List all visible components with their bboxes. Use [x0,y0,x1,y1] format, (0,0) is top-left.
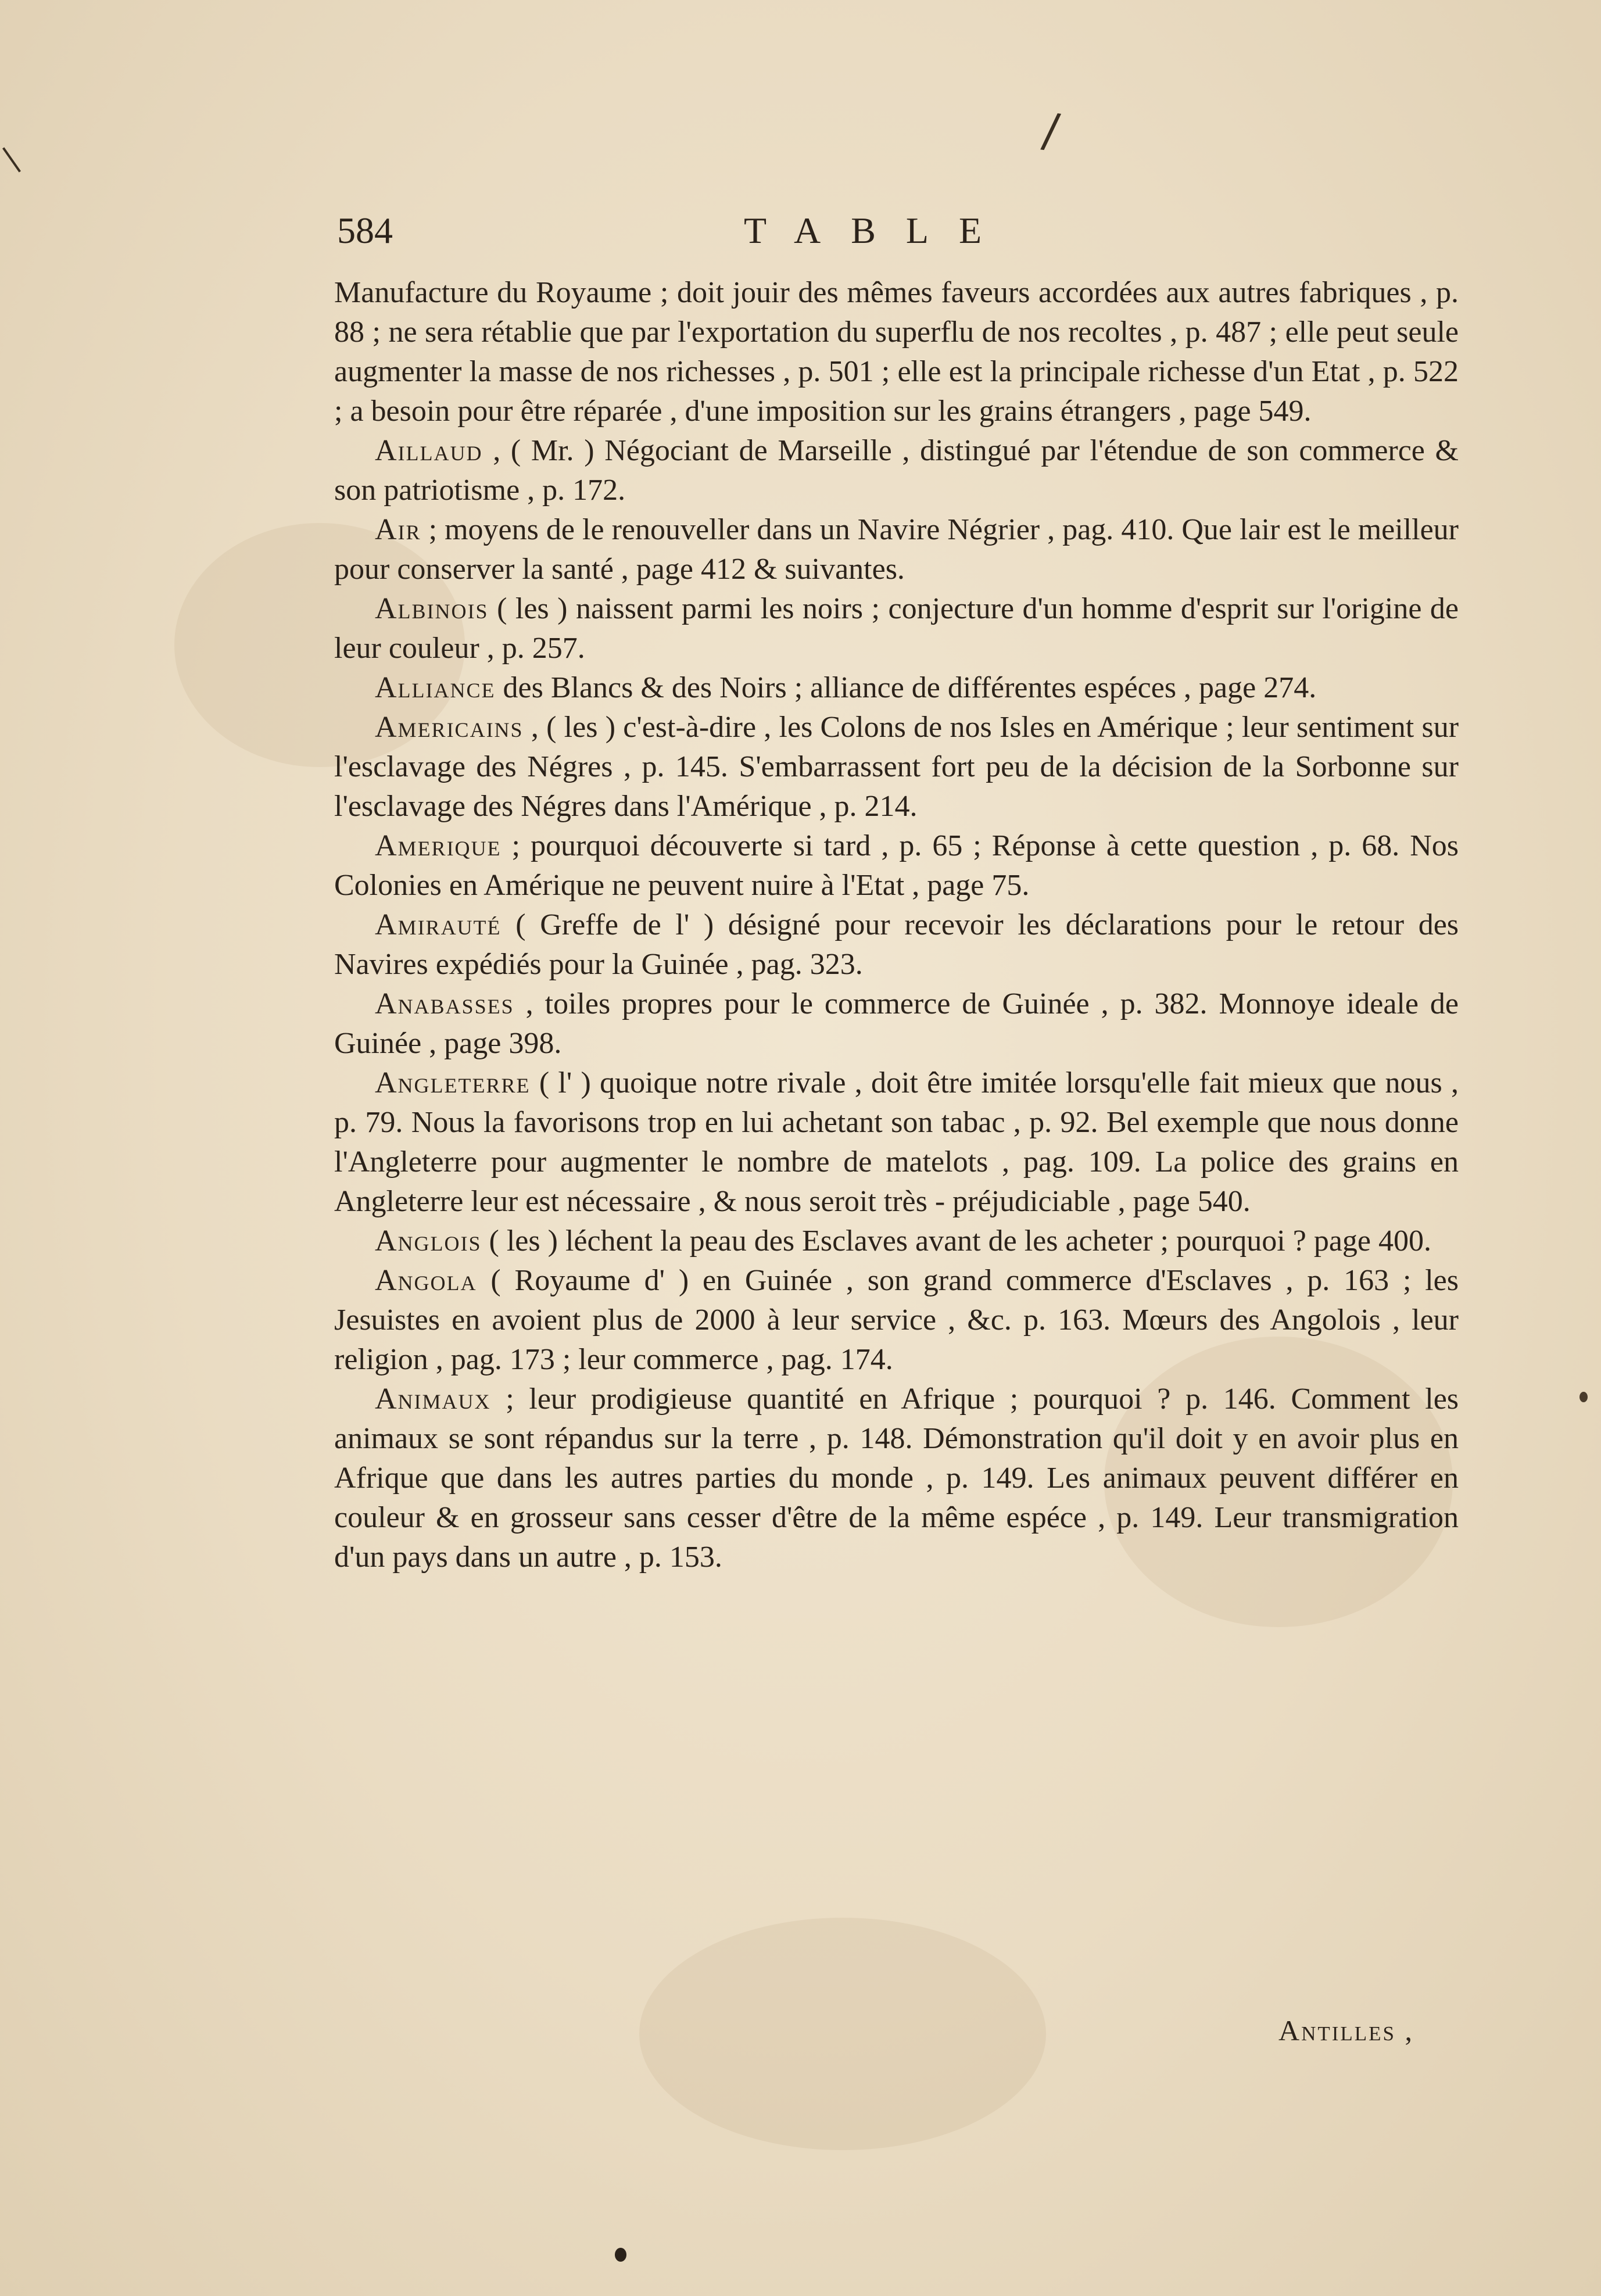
index-entry [334,431,1459,510]
handwritten-slash-mark: / [1039,102,1063,159]
entry-headword: Angleterre [375,1066,531,1099]
page-number: 584 [337,210,393,251]
index-entry [334,1380,1459,1577]
entry-text: ; moyens de le renouveller dans un Navire Négrier , pag. 410. Que lair est le meilleur pour conserver la santé , page 412 & suivantes. [334,513,1459,586]
entry-text: , toiles propres pour le commerce de Guinée , p. 382. Monnoye ideale de Guinée , page 398. [334,987,1459,1060]
entry-headword: Air [375,513,421,546]
index-entry [334,1261,1459,1380]
paper-stain [639,1918,1046,2150]
entry-headword: Alliance [375,671,496,704]
entry-headword: Anglois [375,1224,482,1258]
entry-headword: Animaux [375,1382,491,1416]
index-text-block [334,273,1459,1577]
entry-text: ( Greffe de l' ) désigné pour recevoir les déclarations pour le retour des Navires expédiés pour la Guinée , pag. 323. [334,908,1459,981]
catchword: Antilles , [1278,2014,1414,2047]
index-entry [334,510,1459,589]
entry-text: ( les ) naissent parmi les noirs ; conjecture d'un homme d'esprit sur l'origine de leur couleur , p. 257. [334,592,1459,665]
ink-spot [1579,1392,1588,1402]
index-entry [334,708,1459,826]
entry-headword: Americains [375,711,524,744]
ink-spot [615,2248,626,2262]
index-entry [334,905,1459,984]
index-entry [334,1063,1459,1222]
entry-headword: Amerique [375,829,502,862]
index-entry [334,668,1459,708]
entry-text: ( les ) léchent la peau des Esclaves avant de les acheter ; pourquoi ? page 400. [489,1224,1431,1258]
entry-headword: Aillaud [375,434,483,467]
index-entry [334,1222,1459,1261]
entry-text: des Blancs & des Noirs ; alliance de différentes espéces , page 274. [503,671,1317,704]
entry-headword: Anabasses [375,987,514,1020]
entry-text: , ( les ) c'est-à-dire , les Colons de nos Isles en Amérique ; leur sentiment sur l'esclavage des Négres , p. 145. S'embarrassent fort peu de la décision de la Sorbonne sur l'esclavage des Négres dans l'Amérique , p. 214. [334,711,1459,823]
entry-text: ( l' ) quoique notre rivale , doit être imitée lorsqu'elle fait mieux que nous , p. 79. Nous la favorisons trop en lui achetant son tabac , p. 92. Bel exemple que nous donne l'Angleterre pour augmenter le nombre de matelots , pag. 109. La police des grains en Angleterre leur est nécessaire , & nous seroit très - préjudiciable , page 540. [334,1066,1459,1218]
entry-text: ( Royaume d' ) en Guinée , son grand commerce d'Esclaves , p. 163 ; les Jesuistes en avoient plus de 2000 à leur service , &c. p. 163. Mœurs des Angolois , leur religion , pag. 173 ; leur commerce , pag. 174. [334,1264,1459,1376]
entry-headword: Angola [375,1264,477,1297]
entry-text: Manufacture du Royaume ; doit jouir des mêmes faveurs accordées aux autres fabriques , p. 88 ; ne sera rétablie que par l'exportation du superflu de nos recoltes , p. 487 ; elle peut seule augmenter la masse de nos richesses , p. 501 ; elle est la principale richesse d'un Etat , p. 522 ; a besoin pour être réparée , d'une imposition sur les grains étrangers , page 549. [334,276,1459,428]
page-header [337,209,1459,267]
entry-headword: Amirauté [375,908,502,941]
index-entry [334,984,1459,1063]
entry-text: ; pourquoi découverte si tard , p. 65 ; Réponse à cette question , p. 68. Nos Colonies en Amérique ne peuvent nuire à l'Etat , page 75. [334,829,1459,902]
index-entry [334,826,1459,905]
entry-headword: Albinois [375,592,489,625]
index-entry [334,273,1459,431]
running-title: TABLE [744,210,1012,251]
entry-text: ; leur prodigieuse quantité en Afrique ; pourquoi ? p. 146. Comment les animaux se sont répandus sur la terre , p. 148. Démonstration qu'il doit y en avoir plus en Afrique que dans les autres parties du monde , p. 149. Les animaux peuvent différer en couleur & en grosseur sans cesser d'être de la même espéce , p. 149. Leur transmigration d'un pays dans un autre , p. 153. [334,1382,1459,1574]
index-entry [334,589,1459,668]
margin-tick-mark [2,147,21,172]
entry-text: , ( Mr. ) Négociant de Marseille , distingué par l'étendue de son commerce & son patriotisme , p. 172. [334,434,1459,507]
